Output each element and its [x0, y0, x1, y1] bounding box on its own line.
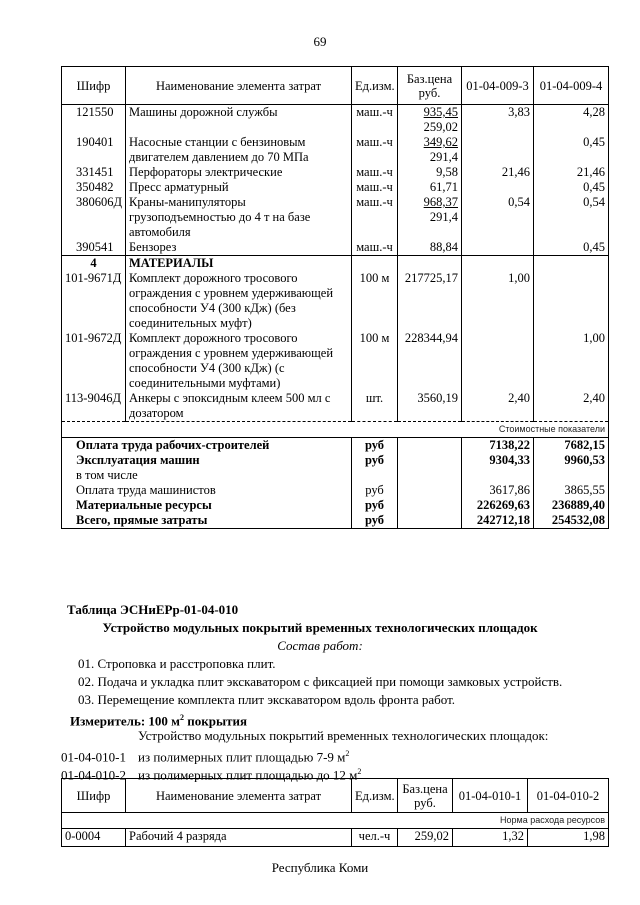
summary-value-1: 242712,18	[462, 513, 534, 529]
summary-value-2	[534, 468, 609, 483]
column-header-norm-1: 01-04-010-1	[453, 779, 528, 813]
cell-name-line: соединительных муфт)	[129, 316, 252, 330]
cell-norm-2: 0,45	[534, 240, 609, 256]
summary-label: Материальные ресурсы	[62, 498, 352, 513]
cell-unit: 100 м	[352, 271, 398, 331]
cell-name-line: способности У4 (300 кДж) (с	[129, 361, 285, 375]
empty-cell	[398, 453, 462, 468]
cell-name-line: Машины дорожной службы	[129, 105, 278, 119]
cell-price: 228344,94	[398, 331, 462, 391]
variants-intro: Устройство модульных покрытий временных технологических площадок:	[138, 728, 549, 743]
summary-value-2: 9960,53	[534, 453, 609, 468]
summary-label: в том числе	[62, 468, 352, 483]
column-header-name: Наименование элемента затрат	[126, 67, 352, 105]
cell-name-line: Комплект дорожного тросового	[129, 331, 298, 345]
footer-region: Республика Коми	[271, 860, 369, 875]
cell-name-line: автомобиля	[129, 225, 191, 239]
summary-row	[62, 513, 609, 529]
cell-unit: маш.-ч	[352, 105, 398, 136]
cell-name	[126, 165, 352, 180]
cell-name-line: Комплект дорожного тросового	[129, 271, 298, 285]
cell-code: 350482	[62, 180, 126, 195]
table-header-row	[62, 779, 609, 813]
cell-name-line: Бензорез	[129, 240, 177, 254]
cell-name	[126, 271, 352, 331]
cell-code: 101-9671Д	[62, 271, 126, 331]
cell-code: 390541	[62, 240, 126, 256]
summary-label: Оплата труда машинистов	[62, 483, 352, 498]
table-row	[62, 195, 609, 240]
cell-name-line: грузоподъемностью до 4 т на базе	[129, 210, 311, 224]
cell-price	[398, 135, 462, 165]
cell-norm-2: 1,00	[534, 331, 609, 391]
table-caption-row	[62, 813, 609, 829]
cell-name	[126, 180, 352, 195]
cell-norm-1: 2,40	[462, 391, 534, 422]
cell-code: 113-9046Д	[62, 391, 126, 422]
empty-cell	[398, 256, 462, 272]
cell-norm-2: 4,28	[534, 105, 609, 136]
column-header-norm-2: 01-04-009-4	[534, 67, 609, 105]
summary-value-2: 3865,55	[534, 483, 609, 498]
summary-unit: руб	[352, 438, 398, 454]
summary-value-1	[462, 468, 534, 483]
variant-1: 01-04-010-1 из полимерных плит площадью 7-9 $м^2$	[61, 749, 350, 765]
cell-price	[398, 165, 462, 180]
work-composition-heading: Состав работ:	[277, 638, 363, 653]
table-row	[62, 331, 609, 391]
summary-value-2: 7682,15	[534, 438, 609, 454]
cell-code: 0-0004	[62, 829, 126, 847]
summary-value-1: 9304,33	[462, 453, 534, 468]
cell-price: 3560,19	[398, 391, 462, 422]
cell-name-line: способности У4 (300 кДж) (без	[129, 301, 296, 315]
cell-norm-2: 0,54	[534, 195, 609, 240]
cell-name-line: Анкеры с эпоксидным клеем 500 мл с	[129, 391, 331, 405]
resource-norm-caption: Норма расхода ресурсов	[62, 813, 609, 829]
table-label: Таблица ЭСНиЕРр-01-04-010	[67, 602, 239, 617]
empty-cell	[398, 438, 462, 454]
column-header-code: Шифр	[62, 779, 126, 813]
summary-row	[62, 453, 609, 468]
cost-table-01-04-009	[61, 66, 609, 529]
column-header-unit: Ед.изм.	[352, 779, 398, 813]
cell-price	[398, 105, 462, 136]
summary-row	[62, 498, 609, 513]
table-row	[62, 105, 609, 136]
empty-cell	[398, 468, 462, 483]
cell-name-line: Перфораторы электрические	[129, 165, 283, 179]
cell-name	[126, 135, 352, 165]
summary-unit: руб	[352, 513, 398, 529]
cell-norm-2: 0,45	[534, 180, 609, 195]
cost-indicators-caption: Стоимостные показатели	[62, 422, 609, 438]
cell-code: 121550	[62, 105, 126, 136]
empty-cell	[398, 498, 462, 513]
summary-row	[62, 483, 609, 498]
work-step-3: 03. Перемещение комплекта плит экскаватором вдоль фронта работ.	[78, 692, 456, 707]
cell-norm-1: 1,00	[462, 271, 534, 331]
cell-name	[126, 391, 352, 422]
section-row-materials	[62, 256, 609, 272]
cell-name-line: ограждения с уровнем удерживающей	[129, 346, 334, 360]
cell-unit: 100 м	[352, 331, 398, 391]
table-row	[62, 180, 609, 195]
summary-value-2: 236889,40	[534, 498, 609, 513]
cell-price-line: 259,02	[423, 120, 458, 134]
summary-unit: руб	[352, 483, 398, 498]
cell-norm-1	[462, 180, 534, 195]
summary-label: Эксплуатация машин	[62, 453, 352, 468]
cell-norm-1	[462, 135, 534, 165]
cell-norm-2	[534, 271, 609, 331]
summary-unit: руб	[352, 498, 398, 513]
summary-row	[62, 468, 609, 483]
cell-norm-1	[462, 240, 534, 256]
cell-price-line: 291,4	[429, 150, 458, 164]
summary-unit	[352, 468, 398, 483]
column-header-price: Баз.цена руб.	[398, 67, 462, 105]
cell-code: 380606Д	[62, 195, 126, 240]
cell-price	[398, 180, 462, 195]
table-row	[62, 271, 609, 331]
summary-value-1: 226269,63	[462, 498, 534, 513]
empty-cell	[534, 256, 609, 272]
cell-unit: шт.	[352, 391, 398, 422]
cell-name-line: ограждения с уровнем удерживающей	[129, 286, 334, 300]
cell-norm-1	[462, 331, 534, 391]
summary-value-2: 254532,08	[534, 513, 609, 529]
cell-price: 217725,17	[398, 271, 462, 331]
cell-price-line: 9,58	[436, 165, 458, 179]
table-row	[62, 240, 609, 256]
summary-row	[62, 438, 609, 454]
cell-name-line: соединительными муфтами)	[129, 376, 281, 390]
column-header-code: Шифр	[62, 67, 126, 105]
cell-name	[126, 240, 352, 256]
empty-cell	[398, 483, 462, 498]
summary-label: Всего, прямые затраты	[62, 513, 352, 529]
empty-cell	[462, 256, 534, 272]
column-header-unit: Ед.изм.	[352, 67, 398, 105]
empty-cell	[352, 256, 398, 272]
column-header-norm-1: 01-04-009-3	[462, 67, 534, 105]
cell-unit: маш.-ч	[352, 195, 398, 240]
table-row	[62, 135, 609, 165]
cell-name	[126, 331, 352, 391]
table-row	[62, 165, 609, 180]
cell-name	[126, 105, 352, 136]
resource-table-01-04-010	[61, 778, 609, 847]
summary-label: Оплата труда рабочих-строителей	[62, 438, 352, 454]
summary-value-1: 3617,86	[462, 483, 534, 498]
cell-price-line: 88,84	[429, 240, 458, 254]
cell-unit: маш.-ч	[352, 135, 398, 165]
table-title: Устройство модульных покрытий временных технологических площадок	[102, 620, 538, 635]
cell-code: 101-9672Д	[62, 331, 126, 391]
cell-name-line: двигателем давлением до 70 МПа	[129, 150, 309, 164]
cell-code: 190401	[62, 135, 126, 165]
cell-name-line: Насосные станции с бензиновым	[129, 135, 306, 149]
cell-norm-2: 21,46	[534, 165, 609, 180]
cell-norm-1: 1,32	[453, 829, 528, 847]
cell-price-line: 291,4	[429, 210, 458, 224]
cell-price-line: 935,45	[423, 105, 458, 119]
column-header-name: Наименование элемента затрат	[126, 779, 352, 813]
section-title: МАТЕРИАЛЫ	[126, 256, 352, 272]
cell-price-line: 61,71	[429, 180, 458, 194]
page-number: 69	[313, 34, 327, 49]
cell-unit: маш.-ч	[352, 240, 398, 256]
cell-name-line: дозатором	[129, 406, 184, 420]
cell-norm-1: 0,54	[462, 195, 534, 240]
column-header-norm-2: 01-04-010-2	[528, 779, 609, 813]
work-step-2: 02. Подача и укладка плит экскаватором с фиксацией при помощи замковых устройств.	[78, 674, 563, 689]
cell-norm-2: 2,40	[534, 391, 609, 422]
cell-name-line: Краны-манипуляторы	[129, 195, 246, 209]
section-code: 4	[62, 256, 126, 272]
cell-price	[398, 240, 462, 256]
cell-price-line: 968,37	[423, 195, 458, 209]
table-header-row	[62, 67, 609, 105]
work-step-1: 01. Строповка и расстроповка плит.	[78, 656, 276, 671]
summary-value-1: 7138,22	[462, 438, 534, 454]
variant-2: 01-04-010-2 из полимерных плит площадью до 12 $м^2$	[61, 767, 362, 783]
table-row	[62, 829, 609, 847]
cell-name: Рабочий 4 разряда	[126, 829, 352, 847]
cell-unit: маш.-ч	[352, 165, 398, 180]
cell-name-line: Пресс арматурный	[129, 180, 229, 194]
cell-price: 259,02	[398, 829, 453, 847]
cell-unit: маш.-ч	[352, 180, 398, 195]
empty-cell	[398, 513, 462, 529]
table-caption-row	[62, 422, 609, 438]
measure-unit: Измеритель: 100 $м^2$ покрытия	[70, 713, 248, 729]
table-row	[62, 391, 609, 422]
cell-code: 331451	[62, 165, 126, 180]
summary-unit: руб	[352, 453, 398, 468]
cell-name	[126, 195, 352, 240]
cell-norm-1: 21,46	[462, 165, 534, 180]
cell-unit: чел.-ч	[352, 829, 398, 847]
cell-price-line: 349,62	[423, 135, 458, 149]
cell-norm-1: 3,83	[462, 105, 534, 136]
cell-norm-2: 1,98	[528, 829, 609, 847]
cell-norm-2: 0,45	[534, 135, 609, 165]
cell-price	[398, 195, 462, 240]
column-header-price: Баз.цена руб.	[398, 779, 453, 813]
